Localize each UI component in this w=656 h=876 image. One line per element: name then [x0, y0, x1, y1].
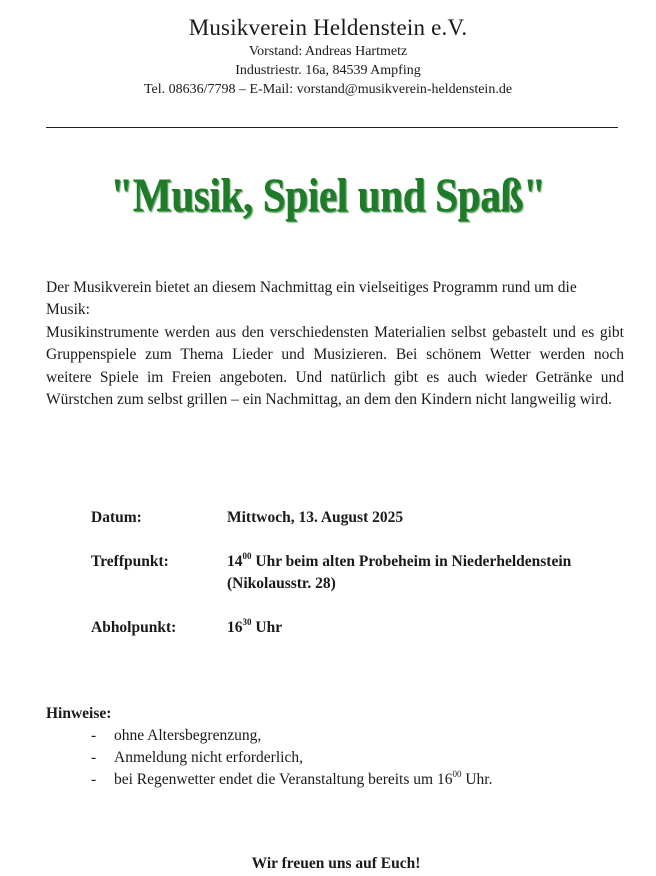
meeting-address: (Nikolausstr. 28): [227, 575, 336, 592]
note-text: [114, 769, 492, 791]
list-item: [46, 725, 606, 747]
pickup-time-minutes: 30: [242, 616, 252, 627]
contact-line: Tel. 08636/7798 – E-Mail: vorstand@musikverein-heldenstein.de: [143, 82, 513, 97]
date-value: Mittwoch, 13. August 2025: [227, 509, 404, 526]
closing-line: Wir freuen uns auf Euch!: [251, 855, 421, 872]
meeting-point-value: [227, 551, 631, 595]
event-title: "Musik, Spiel und Spaß": [110, 169, 546, 222]
pickup-value: [227, 617, 631, 639]
meeting-time-hour: 14: [227, 553, 243, 570]
intro-lead: Der Musikverein bietet an diesem Nachmittag ein vielseitiges Programm rund um die Musik:: [46, 279, 577, 319]
list-dash: -: [91, 749, 97, 766]
note-text: ohne Altersbegrenzung,: [114, 727, 262, 744]
notes-list: [46, 725, 606, 791]
pickup-row: [91, 617, 631, 639]
list-item: [46, 769, 606, 791]
list-dash: -: [91, 727, 97, 744]
intro-text: [46, 277, 624, 411]
list-item: [46, 747, 606, 769]
board-line: Vorstand: Andreas Hartmetz: [248, 44, 408, 59]
list-dash: -: [91, 771, 97, 788]
notes-section: [46, 703, 606, 791]
note-text-lead: bei Regenwetter endet die Veranstaltung bereits um: [114, 771, 437, 788]
event-details: [91, 507, 631, 661]
meeting-point-row: [91, 551, 631, 595]
meeting-point-label: Treffpunkt:: [91, 553, 169, 570]
organization-name: Musikverein Heldenstein e.V.: [188, 15, 468, 40]
header-divider: [46, 127, 618, 128]
note-time-suffix: Uhr.: [461, 771, 493, 788]
pickup-label: Abholpunkt:: [91, 619, 177, 636]
note-text: Anmeldung nicht erforderlich,: [114, 749, 303, 766]
pickup-time-hour: 16: [227, 619, 243, 636]
meeting-place: Uhr beim alten Probeheim in Niederheldenstein: [251, 553, 572, 570]
notes-title: Hinweise:: [46, 705, 112, 722]
note-time-hour: 16: [436, 771, 453, 788]
pickup-suffix: Uhr: [251, 619, 283, 636]
meeting-time-minutes: 00: [242, 550, 252, 561]
note-time-minutes: 00: [452, 768, 462, 779]
letterhead: [0, 14, 656, 99]
date-row: [91, 507, 631, 529]
date-label: Datum:: [91, 509, 142, 526]
intro-body: Musikinstrumente werden aus den verschiedensten Materialien selbst gebastelt und es gibt Gruppenspiele zum Thema Lieder und Musizieren. Bei schönem Wetter werden noch weitere Spiele im Freien angeboten. Und natürlich gibt es auch wieder Getränke und Würstchen zum selbst grillen – ein Nachmittag, an dem den Kindern nicht langweilig wird.: [46, 323, 624, 409]
address-line: Industriestr. 16a, 84539 Ampfing: [235, 63, 421, 78]
